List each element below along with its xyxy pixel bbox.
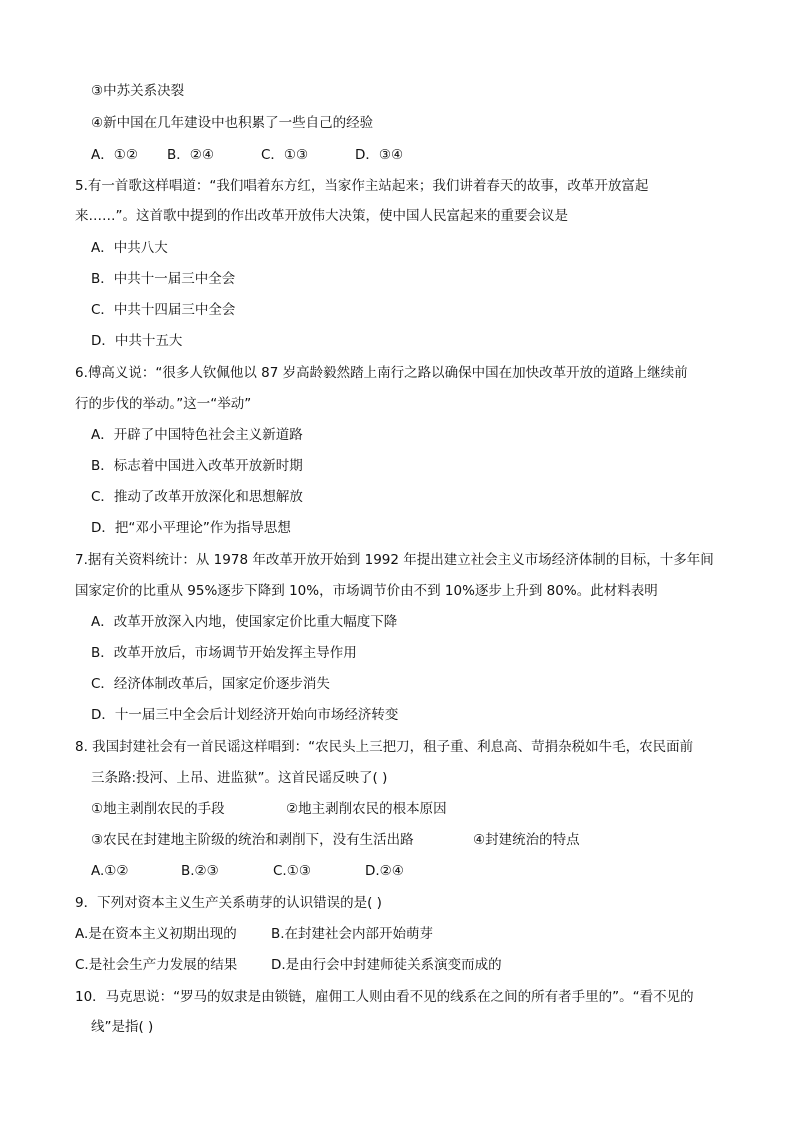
q7-stem-line1: 7.据有关资料统计：从 1978 年改革开放开始到 1992 年提出建立社会主义市场经济体制的目标，十多年间 <box>75 552 714 568</box>
q8-stem-line1: 8. 我国封建社会有一首民谣这样唱到：“农民头上三把刀，租子重、利息高、苛捐杂税如牛毛，农民面前 <box>75 739 694 755</box>
q8-item-2: ②地主剥削农民的根本原因 <box>286 801 447 817</box>
q8-option-b: B.②③ <box>181 863 219 879</box>
q7-option-c: C．经济体制改革后，国家定价逐步消失 <box>91 676 330 692</box>
q4-option-c: C．①③ <box>261 147 309 163</box>
q10-stem-line1: 10．马克思说：“罗马的奴隶是由锁链，雇佣工人则由看不见的线系在之间的所有者手里的”。“看不见的 <box>75 989 694 1005</box>
q6-stem-line2: 行的步伐的举动。”这一“举动” <box>75 396 252 412</box>
q9-option-b: B.在封建社会内部开始萌芽 <box>271 926 434 942</box>
q4-item-4: ④新中国在几年建设中也积累了一些自己的经验 <box>91 115 374 131</box>
q5-stem-line2: 来……”。这首歌中提到的作出改革开放伟大决策，使中国人民富起来的重要会议是 <box>75 208 568 224</box>
q6-option-a: A．开辟了中国特色社会主义新道路 <box>91 427 303 443</box>
q10-stem-line2: 线”是指( ) <box>91 1019 154 1035</box>
q5-option-a: A．中共八大 <box>91 240 168 256</box>
q4-item-3: ③中苏关系决裂 <box>91 83 185 99</box>
q4-option-d: D．③④ <box>355 147 404 163</box>
q9-stem: 9．下列对资本主义生产关系萌芽的认识错误的是( ) <box>75 895 382 911</box>
q7-option-b: B．改革开放后，市场调节开始发挥主导作用 <box>91 645 357 661</box>
q8-item-3: ③农民在封建地主阶级的统治和剥削下，没有生活出路 <box>91 832 414 848</box>
q8-option-d: D.②④ <box>365 863 404 879</box>
q9-option-a: A.是在资本主义初期出现的 <box>75 926 237 942</box>
q7-option-a: A．改革开放深入内地，使国家定价比重大幅度下降 <box>91 614 398 630</box>
q4-option-a: A．①② <box>91 147 138 163</box>
q4-option-b: B．②④ <box>167 147 214 163</box>
q7-stem-line2: 国家定价的比重从 95%逐步下降到 10%，市场调节价由不到 10%逐步上升到 80%。此材料表明 <box>75 583 658 599</box>
q8-option-a: A.①② <box>91 863 129 879</box>
q7-option-d: D．十一届三中全会后计划经济开始向市场经济转变 <box>91 707 399 723</box>
q9-option-c: C.是社会生产力发展的结果 <box>75 957 238 973</box>
q5-option-d: D．中共十五大 <box>91 333 183 349</box>
q8-item-1: ①地主剥削农民的手段 <box>91 801 225 817</box>
q8-item-4: ④封建统治的特点 <box>473 832 580 848</box>
q5-option-c: C．中共十四届三中全会 <box>91 302 236 318</box>
q8-options <box>91 862 404 880</box>
q5-option-b: B．中共十一届三中全会 <box>91 271 236 287</box>
q9-option-d: D.是由行会中封建师徒关系演变而成的 <box>271 957 502 973</box>
q4-options <box>91 146 403 164</box>
q8-stem-line2: 三条路:投河、上吊、进监狱”。这首民谣反映了( ) <box>91 770 388 786</box>
q5-stem-line1: 5.有一首歌这样唱道：“我们唱着东方红，当家作主站起来；我们讲着春天的故事，改革开放富起 <box>75 178 649 194</box>
q6-option-c: C．推动了改革开放深化和思想解放 <box>91 489 303 505</box>
q6-stem-line1: 6.傅高义说：“很多人钦佩他以 87 岁高龄毅然踏上南行之路以确保中国在加快改革开放的道路上继续前 <box>75 365 688 381</box>
q8-option-c: C.①③ <box>273 863 311 879</box>
q6-option-d: D．把“邓小平理论”作为指导思想 <box>91 520 291 536</box>
q6-option-b: B．标志着中国进入改革开放新时期 <box>91 458 303 474</box>
